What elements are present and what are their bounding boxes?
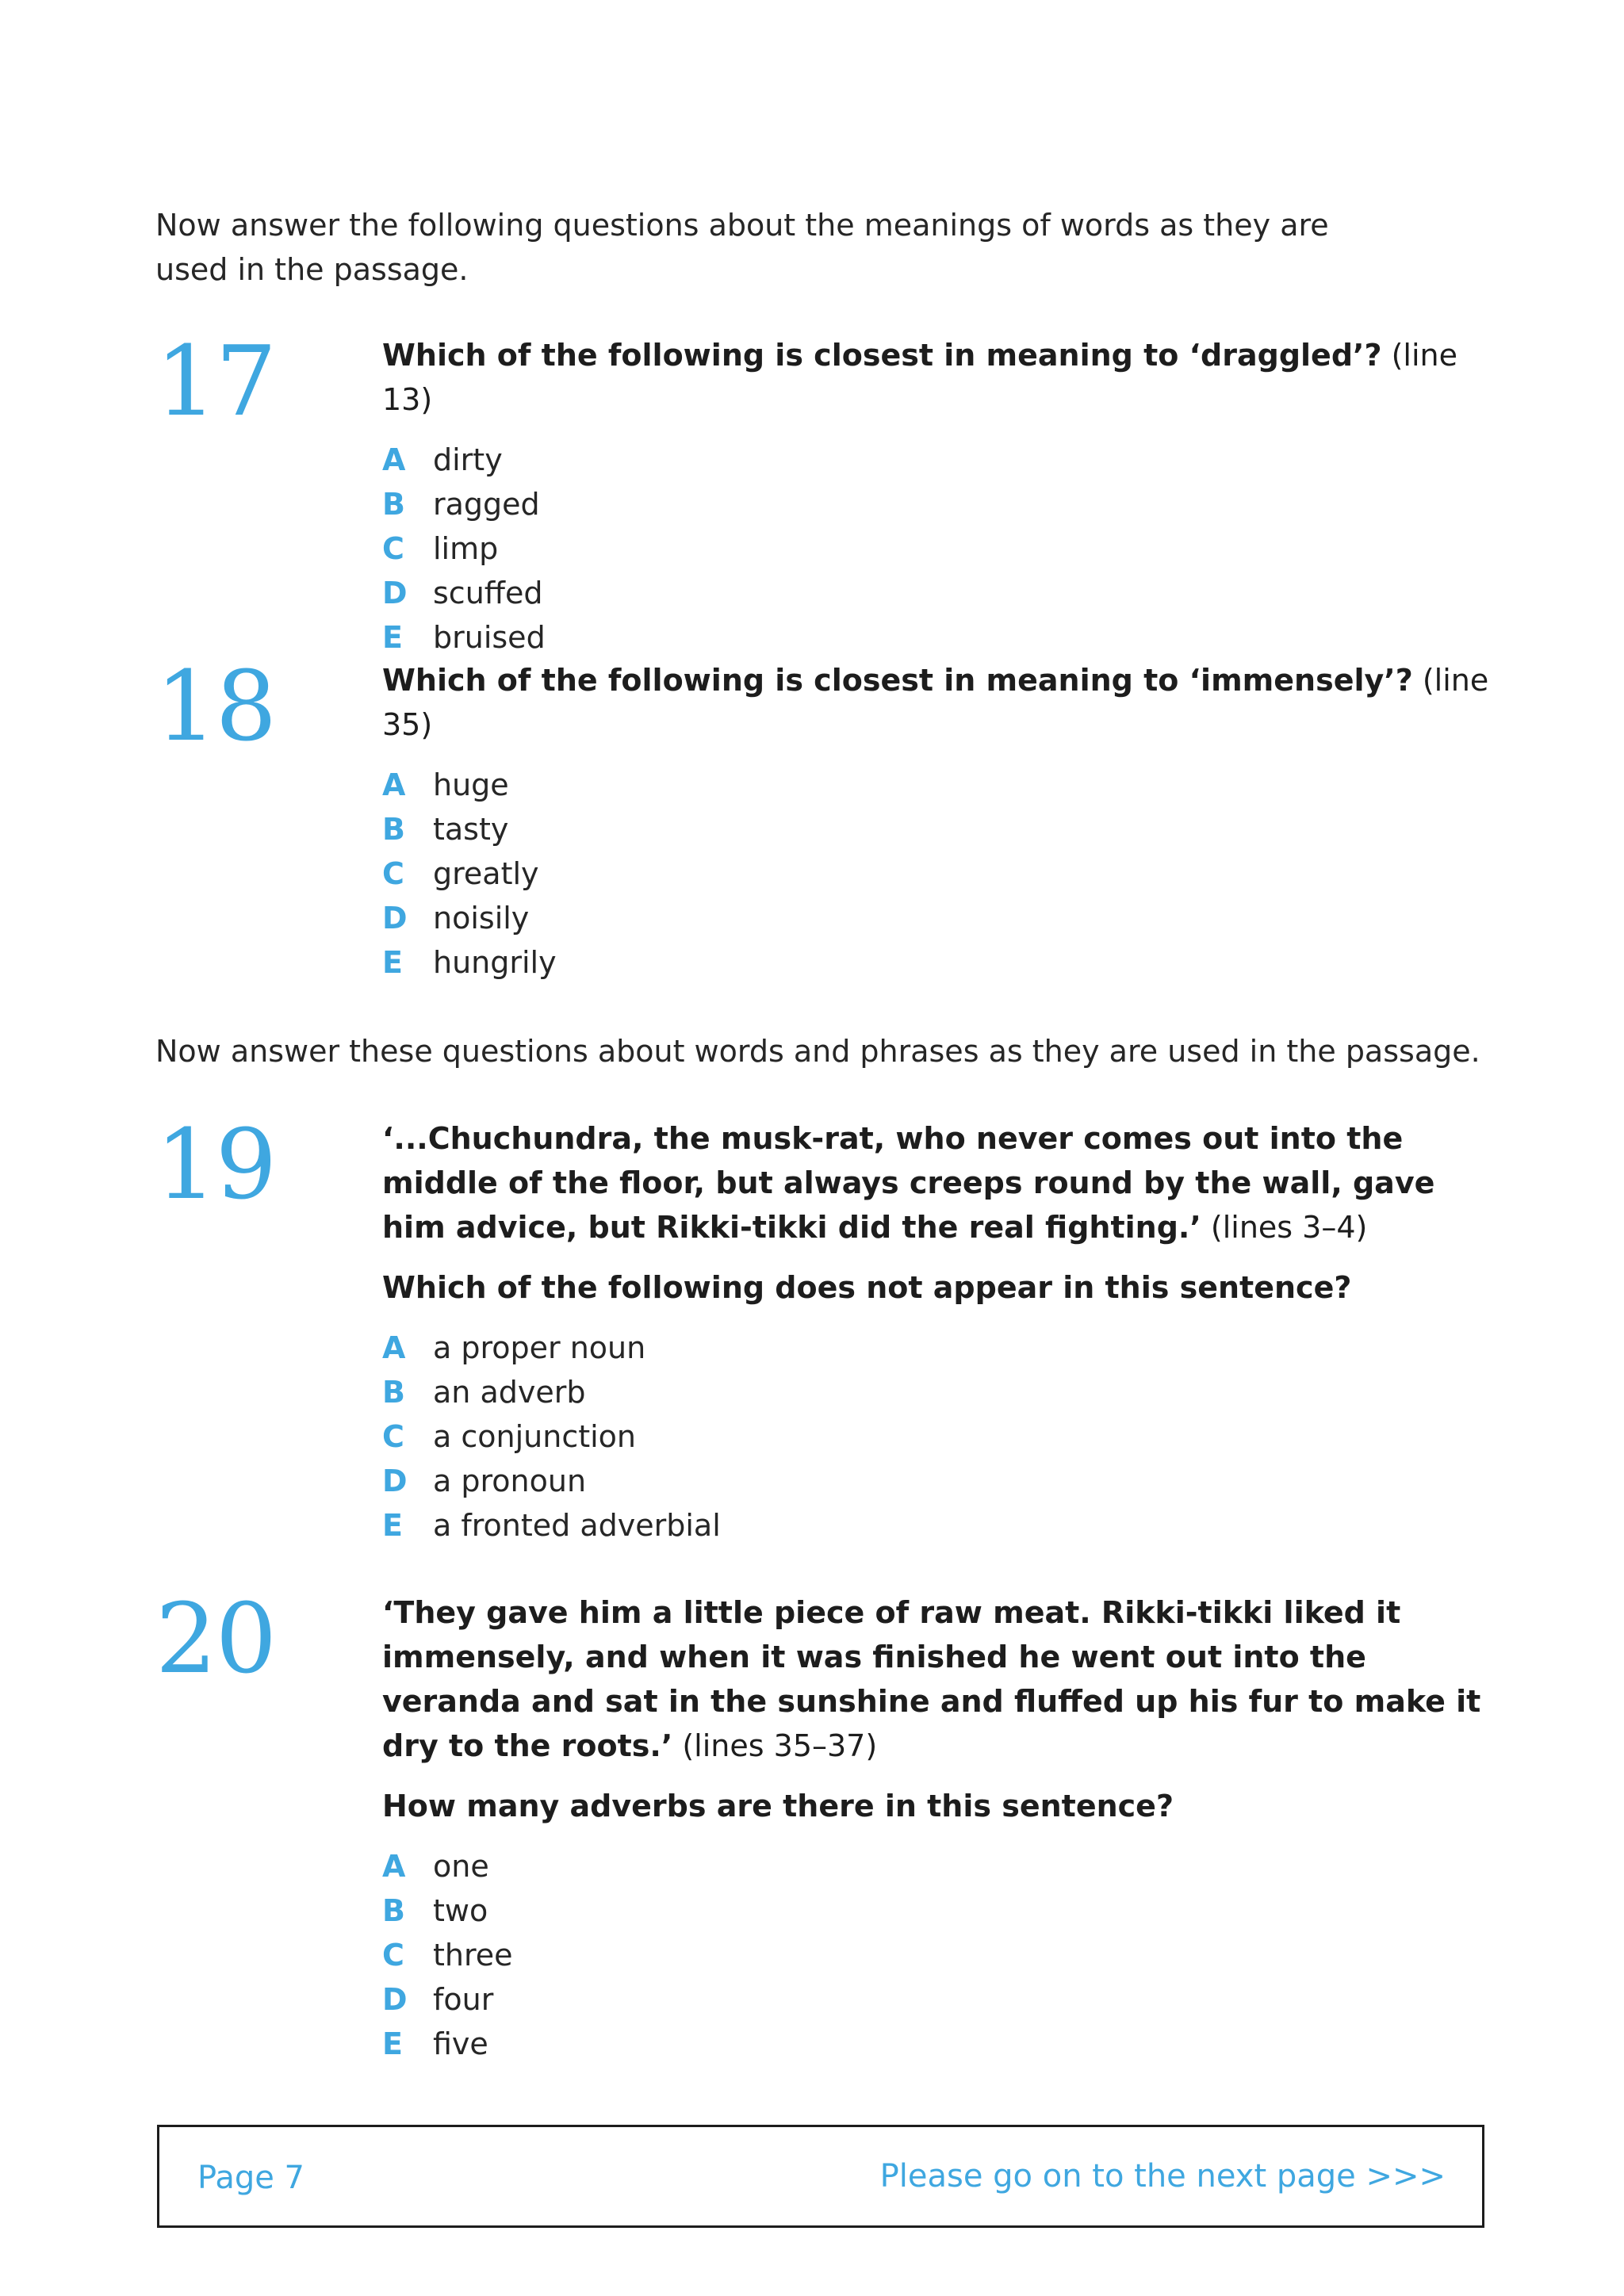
option-letter: E [382,945,403,980]
question-number: 20 [155,1582,276,1695]
option-letter: A [382,767,406,802]
answer-options [382,763,1500,985]
option-text: dirty [433,442,503,477]
option-letter: A [382,442,406,477]
option-letter: C [382,1419,404,1454]
option-b[interactable] [382,482,1500,526]
page-number: Page 7 [197,2160,304,2196]
option-e[interactable] [382,940,1500,985]
option-letter: C [382,531,404,566]
option-text: noisily [433,901,530,936]
option-b[interactable] [382,1370,1500,1414]
option-text: greatly [433,856,539,891]
option-text: a fronted adverbial [433,1508,721,1543]
question-stem-bold: Which of the following is closest in meaning to ‘draggled’? [382,338,1382,373]
option-b[interactable] [382,1888,1500,1933]
question-prompt: How many adverbs are there in this sentence? [382,1789,1174,1823]
option-e[interactable] [382,1503,1500,1548]
option-c[interactable] [382,1414,1500,1459]
question-line-reference: (lines 35–37) [672,1728,878,1763]
question-stem [382,333,1500,422]
option-text: a proper noun [433,1330,646,1365]
option-text: scuffed [433,576,543,610]
option-text: three [433,1938,513,1973]
option-d[interactable] [382,1977,1500,2022]
option-letter: C [382,856,404,891]
option-letter: D [382,1982,408,2017]
option-a[interactable] [382,1844,1500,1888]
option-text: ragged [433,487,540,522]
question-stem [382,1116,1500,1249]
option-text: limp [433,531,499,566]
question-body [382,658,1500,985]
question-line-reference: (line 35) [382,663,1489,742]
option-a[interactable] [382,763,1500,807]
option-d[interactable] [382,896,1500,940]
option-text: an adverb [433,1375,586,1410]
option-c[interactable] [382,526,1500,571]
question-quote: ‘They gave him a little piece of raw meat. Rikki-tikki liked it immensely, and when it was finished he went out into the veranda and sat in the sunshine and fluffed up his fur to make it dry to the roots.’ [382,1595,1481,1763]
option-letter: C [382,1938,404,1973]
question-body [382,1116,1500,1548]
option-d[interactable] [382,1459,1500,1503]
answer-options [382,1844,1500,2066]
question-line-reference: (lines 3–4) [1201,1210,1368,1245]
question-body [382,1590,1500,2066]
intro-text-phrases: Now answer these questions about words and phrases as they are used in the passage. [155,1034,1480,1069]
option-letter: B [382,1375,405,1410]
option-text: five [433,2026,488,2061]
option-text: bruised [433,620,546,655]
option-text: two [433,1893,488,1928]
option-letter: A [382,1849,406,1884]
option-e[interactable] [382,2022,1500,2066]
question-number: 19 [155,1108,276,1221]
option-letter: B [382,487,405,522]
option-letter: D [382,901,408,936]
option-b[interactable] [382,807,1500,851]
question-stem [382,658,1500,747]
option-a[interactable] [382,438,1500,482]
option-a[interactable] [382,1326,1500,1370]
question-number: 18 [155,650,276,763]
question-stem-bold: Which of the following is closest in meaning to ‘immensely’? [382,663,1413,698]
question-number: 17 [155,325,276,438]
option-letter: E [382,1508,403,1543]
answer-options [382,1326,1500,1548]
option-text: huge [433,767,509,802]
option-e[interactable] [382,615,1500,660]
option-d[interactable] [382,571,1500,615]
option-c[interactable] [382,851,1500,896]
answer-options [382,438,1500,660]
option-letter: E [382,620,403,655]
question-body [382,333,1500,660]
option-letter: D [382,1464,408,1498]
option-text: tasty [433,812,509,847]
intro-text-words: Now answer the following questions about the meanings of words as they are used in the passage. [155,208,1329,287]
option-text: a pronoun [433,1464,587,1498]
option-c[interactable] [382,1933,1500,1977]
question-stem [382,1590,1500,1768]
question-line-reference: (line 13) [382,338,1457,417]
option-letter: B [382,812,405,847]
option-text: a conjunction [433,1419,636,1454]
option-letter: A [382,1330,406,1365]
option-letter: D [382,576,408,610]
question-quote: ‘...Chuchundra, the musk-rat, who never comes out into the middle of the floor, but always creeps round by the wall, gave him advice, but Rikki-tikki did the real fighting.’ [382,1121,1435,1245]
question-prompt: Which of the following does not appear in this sentence? [382,1270,1352,1305]
option-text: one [433,1849,489,1884]
page-footer [157,2125,1484,2228]
option-letter: B [382,1893,405,1928]
option-text: four [433,1982,494,2017]
option-letter: E [382,2026,403,2061]
option-text: hungrily [433,945,557,980]
next-page-prompt: Please go on to the next page >>> [879,2158,1446,2195]
